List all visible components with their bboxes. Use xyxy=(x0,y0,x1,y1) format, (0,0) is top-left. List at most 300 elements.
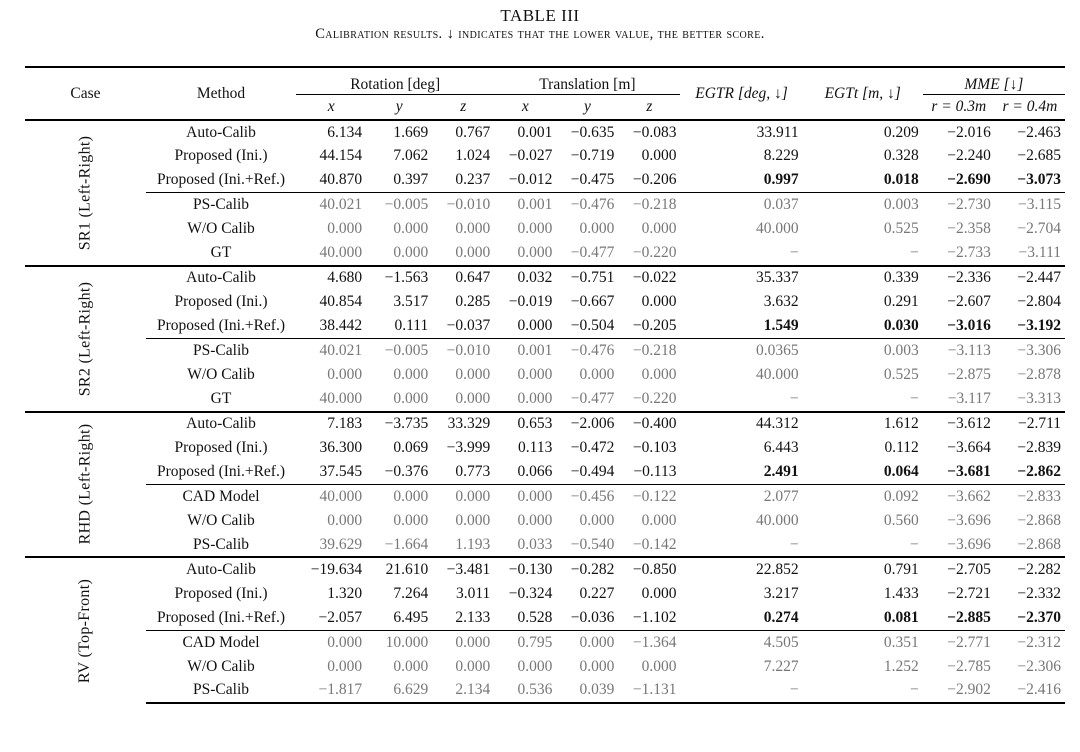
value-cell: −2.804 xyxy=(1017,293,1061,311)
value-cell: −2.721 xyxy=(947,584,991,602)
method-cell: Proposed (Ini.) xyxy=(174,584,268,602)
value-cell: 0.000 xyxy=(393,389,429,407)
value-cell: 0.773 xyxy=(455,463,491,481)
value-cell: 0.003 xyxy=(803,193,923,217)
table-row xyxy=(25,120,1065,144)
value-cell: −1.102 xyxy=(632,608,677,626)
value-cell: −2.447 xyxy=(995,266,1065,290)
value-cell: 0.113 xyxy=(518,439,553,456)
value-cell: −2.282 xyxy=(995,557,1065,581)
header-mme-r03: r = 0.3m xyxy=(931,98,987,115)
value-cell: 1.193 xyxy=(455,535,491,553)
case-group xyxy=(25,120,1065,266)
value-cell: 3.011 xyxy=(455,584,491,602)
value-cell: 0.030 xyxy=(883,317,919,335)
value-cell: 0.000 xyxy=(455,220,491,238)
value-cell: −3.111 xyxy=(1018,244,1061,262)
value-cell: 0.032 xyxy=(494,266,556,290)
value-cell: 0.000 xyxy=(455,244,491,262)
table-row xyxy=(25,630,1065,654)
value-cell: −0.324 xyxy=(508,584,553,602)
value-cell: 36.300 xyxy=(319,439,363,456)
value-cell: 0.000 xyxy=(579,220,615,238)
case-group xyxy=(25,266,1065,412)
table-row xyxy=(25,193,1065,217)
value-cell: 0.000 xyxy=(517,366,553,384)
table-row xyxy=(25,387,1065,411)
value-cell: −2.690 xyxy=(947,171,991,189)
value-cell: 1.320 xyxy=(327,584,363,602)
value-cell: 0.000 xyxy=(579,511,615,529)
table-row xyxy=(25,169,1065,193)
value-cell: 0.000 xyxy=(455,511,491,529)
value-cell: −0.456 xyxy=(556,484,618,508)
value-cell: 0.111 xyxy=(394,317,429,335)
value-cell: −0.005 xyxy=(366,193,432,217)
value-cell: −0.400 xyxy=(618,412,680,436)
value-cell: −0.037 xyxy=(446,317,491,335)
value-cell: 0.653 xyxy=(494,412,556,436)
value-cell: 0.000 xyxy=(366,484,432,508)
value-cell: −3.192 xyxy=(1017,317,1061,335)
value-cell: −2.057 xyxy=(318,608,363,626)
header-trans-x: x xyxy=(521,98,529,115)
value-cell: 0.528 xyxy=(517,608,553,626)
case-label xyxy=(25,266,146,412)
value-cell: −0.376 xyxy=(384,463,429,481)
value-cell: −3.117 xyxy=(947,389,991,407)
value-cell: 7.062 xyxy=(393,147,429,165)
value-cell: −0.022 xyxy=(618,266,680,290)
value-cell: 1.612 xyxy=(803,412,923,436)
method-cell: Proposed (Ini.+Ref.) xyxy=(157,171,285,189)
value-cell: 0.000 xyxy=(393,511,429,529)
value-cell: 7.183 xyxy=(296,412,366,436)
value-cell: 0.000 xyxy=(393,220,429,238)
value-cell: −0.036 xyxy=(570,608,615,626)
value-cell: 0.525 xyxy=(883,220,919,238)
value-cell: 40.870 xyxy=(319,171,363,189)
value-cell: − xyxy=(910,244,919,262)
value-cell: 0.339 xyxy=(803,266,923,290)
value-cell: 44.312 xyxy=(680,412,802,436)
value-cell: 0.351 xyxy=(803,630,923,654)
value-cell: 0.000 xyxy=(641,366,677,384)
value-cell: −3.113 xyxy=(923,339,995,363)
header-trans-y: y xyxy=(583,98,591,115)
value-cell: 6.495 xyxy=(393,608,429,626)
value-cell: −0.010 xyxy=(432,339,494,363)
value-cell: 7.227 xyxy=(763,657,799,675)
table-row xyxy=(25,339,1065,363)
value-cell: 0.000 xyxy=(579,657,615,675)
value-cell: 0.001 xyxy=(494,339,556,363)
method-cell: Auto-Calib xyxy=(146,557,296,581)
value-cell: −2.875 xyxy=(947,366,991,384)
value-cell: 10.000 xyxy=(366,630,432,654)
value-cell: 0.237 xyxy=(455,171,491,189)
value-cell: 0.000 xyxy=(455,657,491,675)
value-cell: 6.443 xyxy=(763,439,799,456)
value-cell: −0.476 xyxy=(556,193,618,217)
header-mme-r04: r = 0.4m xyxy=(1002,98,1058,115)
case-label xyxy=(25,412,146,558)
value-cell: −3.662 xyxy=(923,484,995,508)
value-cell: − xyxy=(803,679,923,703)
value-cell: −3.664 xyxy=(947,439,991,456)
method-cell: Proposed (Ini.) xyxy=(174,439,268,456)
case-group xyxy=(25,412,1065,558)
calibration-results-table xyxy=(25,66,1065,704)
value-cell: −0.477 xyxy=(570,389,615,407)
method-cell: Proposed (Ini.+Ref.) xyxy=(157,608,285,626)
method-cell: Proposed (Ini.) xyxy=(174,293,268,311)
value-cell: 0.000 xyxy=(641,293,677,311)
value-cell: −2.016 xyxy=(923,120,995,144)
value-cell: 1.024 xyxy=(455,147,491,165)
value-cell: −2.240 xyxy=(947,147,991,165)
value-cell: 0.081 xyxy=(883,608,919,626)
value-cell: 0.997 xyxy=(763,171,799,189)
value-cell: 0.647 xyxy=(432,266,494,290)
value-cell: −0.027 xyxy=(508,147,553,165)
value-cell: −2.733 xyxy=(947,244,991,262)
value-cell: −0.667 xyxy=(570,293,615,311)
value-cell: 1.549 xyxy=(763,317,799,335)
case-label xyxy=(25,557,146,703)
value-cell: 0.209 xyxy=(803,120,923,144)
value-cell: −2.685 xyxy=(1017,147,1061,165)
value-cell: 0.000 xyxy=(432,630,494,654)
value-cell: 0.066 xyxy=(517,463,553,481)
value-cell: 40.000 xyxy=(756,511,799,529)
value-cell: 4.505 xyxy=(680,630,802,654)
value-cell: 1.669 xyxy=(366,120,432,144)
value-cell: −19.634 xyxy=(296,557,366,581)
value-cell: 0.000 xyxy=(517,657,553,675)
table-row xyxy=(25,290,1065,314)
value-cell: 38.442 xyxy=(319,317,363,335)
value-cell: 40.854 xyxy=(319,293,363,311)
value-cell: −0.205 xyxy=(632,317,677,335)
value-cell: 0.536 xyxy=(494,679,556,703)
method-cell: GT xyxy=(210,389,232,407)
value-cell: 3.217 xyxy=(763,584,799,602)
value-cell: 0.000 xyxy=(517,511,553,529)
value-cell: −2.878 xyxy=(1017,366,1061,384)
value-cell: −0.218 xyxy=(618,339,680,363)
value-cell: 0.000 xyxy=(641,147,677,165)
value-cell: −2.771 xyxy=(923,630,995,654)
value-cell: −0.220 xyxy=(632,389,677,407)
value-cell: 0.003 xyxy=(803,339,923,363)
value-cell: 0.000 xyxy=(641,657,677,675)
value-cell: 0.291 xyxy=(883,293,919,311)
header-trans-z: z xyxy=(646,98,653,115)
value-cell: 0.069 xyxy=(393,439,429,456)
table-row xyxy=(25,460,1065,484)
method-cell: W/O Calib xyxy=(187,366,255,384)
table-row xyxy=(25,266,1065,290)
value-cell: −2.785 xyxy=(947,657,991,675)
table-row xyxy=(25,144,1065,168)
case-label-text: RV (Top-Front) xyxy=(76,578,94,683)
value-cell: −0.083 xyxy=(618,120,680,144)
value-cell: 0.000 xyxy=(556,630,618,654)
value-cell: −2.704 xyxy=(1017,220,1061,238)
value-cell: −2.332 xyxy=(1017,584,1061,602)
value-cell: 0.767 xyxy=(432,120,494,144)
value-cell: −2.336 xyxy=(923,266,995,290)
value-cell: −2.885 xyxy=(947,608,991,626)
value-cell: −0.475 xyxy=(570,171,615,189)
value-cell: −1.131 xyxy=(618,679,680,703)
table-row xyxy=(25,314,1065,338)
value-cell: 40.000 xyxy=(319,389,363,407)
value-cell: −2.833 xyxy=(995,484,1065,508)
value-cell: 0.000 xyxy=(393,244,429,262)
value-cell: 6.134 xyxy=(296,120,366,144)
value-cell: 40.000 xyxy=(756,366,799,384)
method-cell: Auto-Calib xyxy=(146,120,296,144)
value-cell: −3.481 xyxy=(432,557,494,581)
value-cell: −0.103 xyxy=(632,439,677,456)
case-label xyxy=(25,120,146,266)
value-cell: −0.122 xyxy=(618,484,680,508)
method-cell: Proposed (Ini.+Ref.) xyxy=(157,317,285,335)
value-cell: 0.227 xyxy=(579,584,615,602)
table-row xyxy=(25,509,1065,533)
header-rot-x: x xyxy=(327,98,335,115)
method-cell: PS-Calib xyxy=(193,535,249,553)
value-cell: −1.817 xyxy=(296,679,366,703)
value-cell: −0.850 xyxy=(618,557,680,581)
value-cell: −0.220 xyxy=(632,244,677,262)
value-cell: −2.306 xyxy=(1017,657,1061,675)
table-row xyxy=(25,655,1065,679)
value-cell: 3.632 xyxy=(763,293,799,311)
value-cell: −3.681 xyxy=(947,463,991,481)
value-cell: 3.517 xyxy=(393,293,429,311)
value-cell: −0.113 xyxy=(633,463,677,481)
value-cell: 7.264 xyxy=(393,584,429,602)
value-cell: 0.000 xyxy=(455,389,491,407)
method-cell: CAD Model xyxy=(146,630,296,654)
value-cell: 0.791 xyxy=(803,557,923,581)
value-cell: 2.491 xyxy=(763,463,799,481)
value-cell: 0.039 xyxy=(556,679,618,703)
value-cell: −0.476 xyxy=(556,339,618,363)
header-method: Method xyxy=(146,67,296,120)
value-cell: 0.000 xyxy=(579,366,615,384)
value-cell: −2.868 xyxy=(1017,535,1061,553)
value-cell: −3.696 xyxy=(947,535,991,553)
value-cell: 0.000 xyxy=(455,366,491,384)
header-egt-r: EGTR [deg, ↓] xyxy=(680,67,802,120)
header-mme: MME [↓] xyxy=(923,67,1065,95)
method-cell: W/O Calib xyxy=(187,220,255,238)
value-cell: − xyxy=(789,535,799,553)
value-cell: −0.206 xyxy=(632,171,677,189)
value-cell: 0.037 xyxy=(680,193,802,217)
value-cell: 40.000 xyxy=(756,220,799,238)
value-cell: −2.839 xyxy=(1017,439,1061,456)
value-cell: − xyxy=(910,389,919,407)
value-cell: 33.329 xyxy=(432,412,494,436)
table-row xyxy=(25,241,1065,265)
value-cell: 0.285 xyxy=(455,293,491,311)
value-cell: 0.560 xyxy=(883,511,919,529)
value-cell: −0.282 xyxy=(556,557,618,581)
value-cell: − xyxy=(910,535,919,553)
value-cell: −0.005 xyxy=(366,339,432,363)
table-row xyxy=(25,606,1065,630)
value-cell: 2.077 xyxy=(680,484,802,508)
table-row xyxy=(25,557,1065,581)
value-cell: −2.358 xyxy=(947,220,991,238)
value-cell: 39.629 xyxy=(319,535,363,553)
value-cell: 2.134 xyxy=(432,679,494,703)
header-translation: Translation [m] xyxy=(494,67,680,95)
table-caption: Calibration results. ↓ indicates that the lower value, the better score. xyxy=(315,26,765,42)
value-cell: 0.000 xyxy=(327,657,363,675)
value-cell: 0.328 xyxy=(883,147,919,165)
value-cell: 1.433 xyxy=(883,584,919,602)
value-cell: 40.000 xyxy=(319,244,363,262)
value-cell: −2.711 xyxy=(995,412,1065,436)
header-case: Case xyxy=(25,67,146,120)
case-label-text: RHD (Left-Right) xyxy=(76,424,94,545)
value-cell: −2.416 xyxy=(995,679,1065,703)
method-cell: CAD Model xyxy=(146,484,296,508)
value-cell: 0.795 xyxy=(494,630,556,654)
value-cell: −0.130 xyxy=(494,557,556,581)
method-cell: Proposed (Ini.+Ref.) xyxy=(157,463,285,481)
case-group xyxy=(25,557,1065,703)
method-cell: Auto-Calib xyxy=(146,266,296,290)
value-cell: 0.000 xyxy=(517,220,553,238)
value-cell: 1.252 xyxy=(883,657,919,675)
value-cell: 0.000 xyxy=(327,511,363,529)
value-cell: 44.154 xyxy=(319,147,363,165)
value-cell: −2.006 xyxy=(556,412,618,436)
value-cell: −2.463 xyxy=(995,120,1065,144)
value-cell: −0.504 xyxy=(570,317,615,335)
value-cell: 40.021 xyxy=(296,339,366,363)
value-cell: 22.852 xyxy=(680,557,802,581)
table-row xyxy=(25,679,1065,703)
method-cell: PS-Calib xyxy=(146,339,296,363)
value-cell: −0.142 xyxy=(632,535,677,553)
value-cell: 0.018 xyxy=(883,171,919,189)
value-cell: 0.274 xyxy=(763,608,799,626)
value-cell: −3.696 xyxy=(947,511,991,529)
value-cell: −3.016 xyxy=(947,317,991,335)
method-cell: Proposed (Ini.) xyxy=(174,147,268,165)
value-cell: 0.000 xyxy=(641,584,677,602)
value-cell: −3.612 xyxy=(923,412,995,436)
table-title: TABLE III xyxy=(500,6,580,25)
value-cell: 0.000 xyxy=(393,657,429,675)
table-row xyxy=(25,363,1065,387)
value-cell: −1.664 xyxy=(384,535,429,553)
value-cell: 35.337 xyxy=(680,266,802,290)
value-cell: 21.610 xyxy=(366,557,432,581)
value-cell: −1.364 xyxy=(618,630,680,654)
value-cell: −2.730 xyxy=(923,193,995,217)
value-cell: − xyxy=(680,679,802,703)
header-rotation: Rotation [deg] xyxy=(296,67,494,95)
value-cell: 0.000 xyxy=(517,244,553,262)
value-cell: 0.000 xyxy=(296,630,366,654)
table-row xyxy=(25,412,1065,436)
header-egt-t: EGTt [m, ↓] xyxy=(803,67,923,120)
value-cell: −0.751 xyxy=(556,266,618,290)
header-rot-z: z xyxy=(460,98,467,115)
value-cell: 2.133 xyxy=(455,608,491,626)
value-cell: −0.012 xyxy=(508,171,553,189)
value-cell: −1.563 xyxy=(366,266,432,290)
value-cell: 0.092 xyxy=(803,484,923,508)
value-cell: −2.370 xyxy=(1017,608,1061,626)
value-cell: 0.001 xyxy=(494,193,556,217)
method-cell: W/O Calib xyxy=(187,511,255,529)
value-cell: −3.115 xyxy=(995,193,1065,217)
value-cell: 0.033 xyxy=(517,535,553,553)
value-cell: 0.112 xyxy=(884,439,919,456)
method-cell: Auto-Calib xyxy=(146,412,296,436)
value-cell: 0.0365 xyxy=(680,339,802,363)
value-cell: 6.629 xyxy=(366,679,432,703)
value-cell: 0.397 xyxy=(393,171,429,189)
value-cell: −0.540 xyxy=(570,535,615,553)
value-cell: 0.000 xyxy=(494,484,556,508)
value-cell: −0.010 xyxy=(432,193,494,217)
value-cell: −2.607 xyxy=(947,293,991,311)
value-cell: − xyxy=(789,389,799,407)
value-cell: −0.019 xyxy=(508,293,553,311)
value-cell: 33.911 xyxy=(680,120,802,144)
method-cell: PS-Calib xyxy=(146,679,296,703)
value-cell: 0.000 xyxy=(641,511,677,529)
value-cell: 0.525 xyxy=(883,366,919,384)
value-cell: −0.635 xyxy=(556,120,618,144)
value-cell: −3.313 xyxy=(1017,389,1061,407)
value-cell: −3.999 xyxy=(446,439,491,456)
table-row xyxy=(25,582,1065,606)
method-cell: W/O Calib xyxy=(187,657,255,675)
case-label-text: SR2 (Left-Right) xyxy=(76,281,94,396)
value-cell: 0.064 xyxy=(883,463,919,481)
value-cell: 0.001 xyxy=(494,120,556,144)
value-cell: 40.000 xyxy=(296,484,366,508)
value-cell: −3.073 xyxy=(1017,171,1061,189)
table-row xyxy=(25,436,1065,460)
value-cell: −0.477 xyxy=(570,244,615,262)
value-cell: 0.000 xyxy=(327,366,363,384)
table-row xyxy=(25,484,1065,508)
value-cell: 0.000 xyxy=(517,389,553,407)
value-cell: −3.306 xyxy=(995,339,1065,363)
value-cell: −0.494 xyxy=(570,463,615,481)
method-cell: PS-Calib xyxy=(146,193,296,217)
value-cell: −2.902 xyxy=(923,679,995,703)
value-cell: 0.000 xyxy=(432,484,494,508)
table-row xyxy=(25,217,1065,241)
value-cell: 40.021 xyxy=(296,193,366,217)
method-cell: GT xyxy=(210,244,232,262)
table-row xyxy=(25,533,1065,557)
